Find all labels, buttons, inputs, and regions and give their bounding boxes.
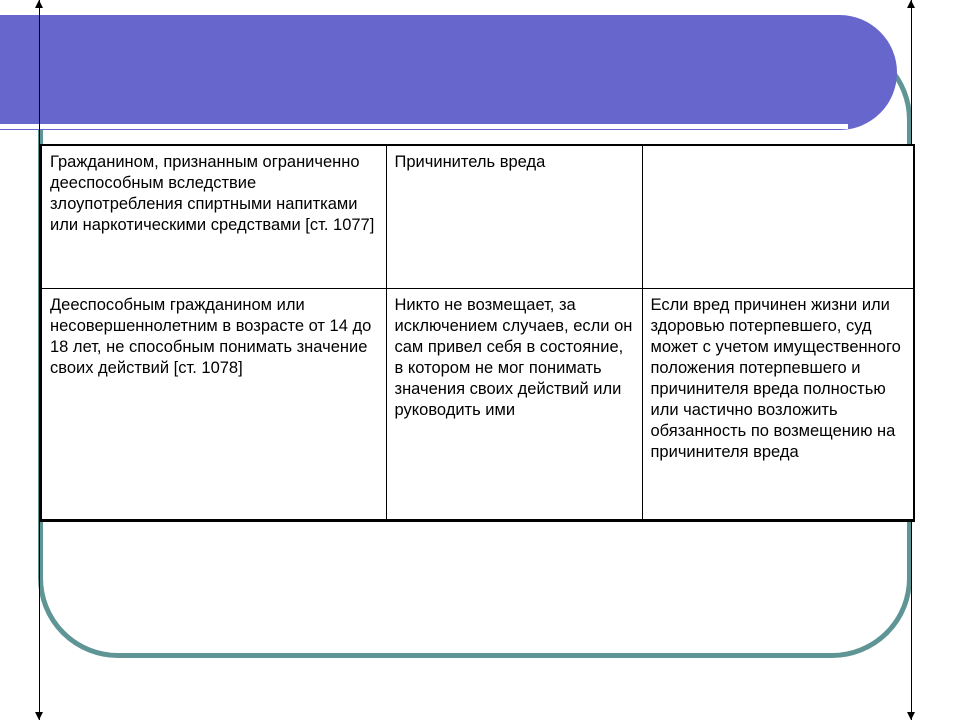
right-arrow-down-icon	[907, 712, 915, 720]
left-arrow-up-icon	[35, 0, 43, 8]
table-row	[41, 145, 914, 289]
table-cell: Дееспособным гражданином или несовершеннолетним в возрасте от 14 до 18 лет, не способным понимать значение своих действий [ст. 1078]	[41, 289, 386, 521]
left-arrow-down-icon	[35, 712, 43, 720]
table-cell: Причинитель вреда	[386, 145, 642, 289]
table-cell: Если вред причинен жизни или здоровью потерпевшего, суд может с учетом имущественного положения потерпевшего и причинителя вреда полностью или частично возложить обязанность по возмещению на причинителя вреда	[642, 289, 914, 521]
table-cell: Гражданином, признанным ограниченно дееспособным вследствие злоупотребления спиртными напитками или наркотическими средствами [ст. 1077]	[41, 145, 386, 289]
right-arrow-up-icon	[907, 0, 915, 8]
table-row	[41, 289, 914, 521]
content-table	[40, 144, 915, 522]
banner-divider	[0, 124, 848, 129]
table-cell	[642, 145, 914, 289]
title-banner	[0, 15, 897, 130]
table-cell: Никто не возмещает, за исключением случаев, если он сам привел себя в состояние, в котором не мог понимать значения своих действий или руководить ими	[386, 289, 642, 521]
